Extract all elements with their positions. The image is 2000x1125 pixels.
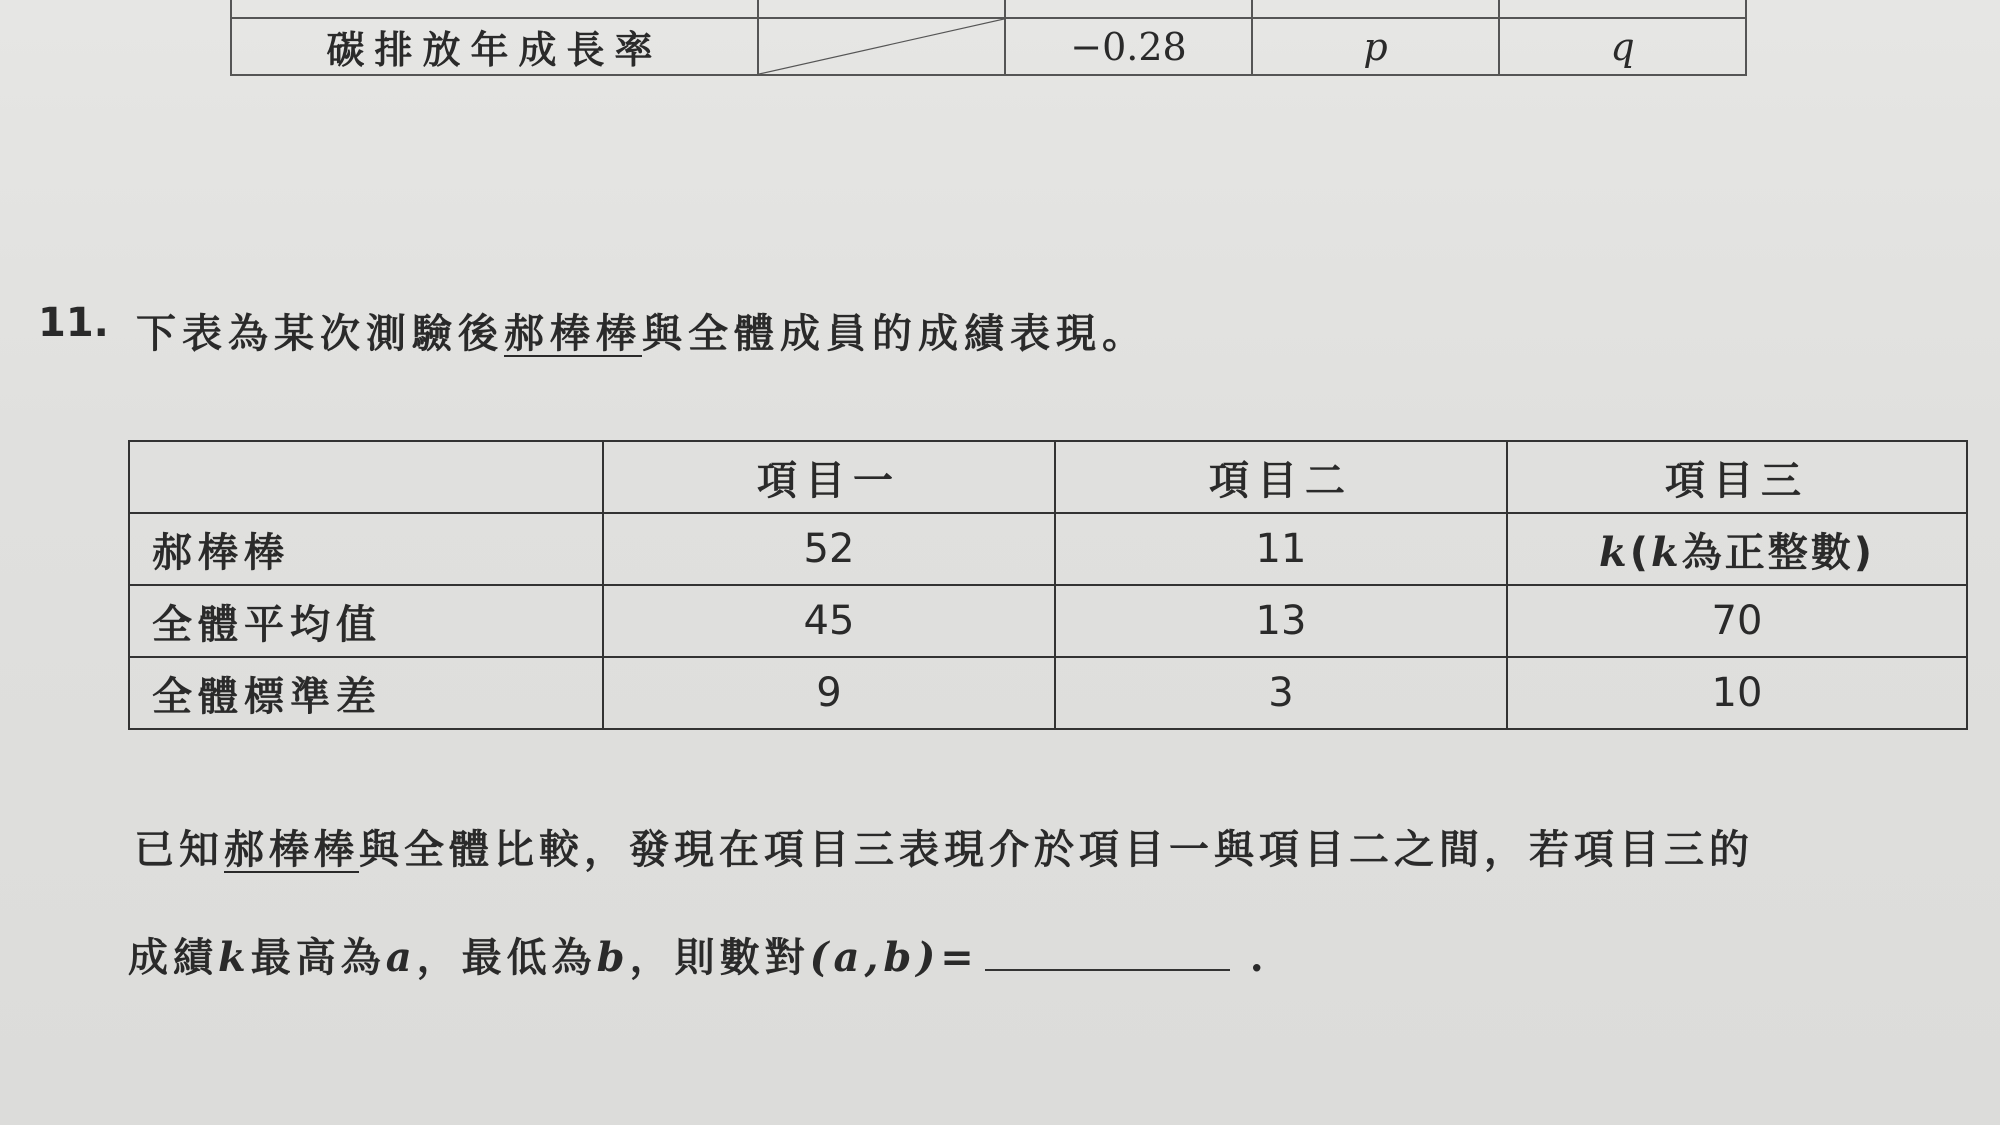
row-label: 全體標準差 xyxy=(129,657,603,729)
cell-value: 70 xyxy=(1507,585,1967,657)
question-text xyxy=(136,302,1148,359)
header-item-3: 項目三 xyxy=(1507,441,1967,513)
cell-k-definition xyxy=(1507,513,1967,585)
line2-b: 最高為 xyxy=(250,934,386,981)
carbon-value-q: q xyxy=(1499,18,1746,75)
problem-line-2 xyxy=(128,926,1269,983)
cell-value: 13 xyxy=(1055,585,1507,657)
k-variable: k xyxy=(1651,528,1682,576)
row-label: 郝棒棒 xyxy=(129,513,603,585)
header-item-2: 項目二 xyxy=(1055,441,1507,513)
line2-c: ，最低為 xyxy=(416,934,597,981)
diagonal-line xyxy=(759,19,1004,74)
k-description: 為正整數 xyxy=(1681,528,1854,576)
line1-start: 已知 xyxy=(134,826,224,873)
cell-value: 52 xyxy=(603,513,1055,585)
line2-d: ，則數對 xyxy=(629,934,810,981)
paren-close: ) xyxy=(1853,529,1875,576)
period: . xyxy=(1249,934,1269,981)
header-empty xyxy=(129,441,603,513)
var-k: k xyxy=(218,934,251,981)
var-b: b xyxy=(596,934,630,981)
table-row xyxy=(129,513,1967,585)
cell-value: 10 xyxy=(1507,657,1967,729)
question-text-before: 下表為某次測驗後 xyxy=(136,310,504,357)
cell-value: 9 xyxy=(603,657,1055,729)
header-item-1: 項目一 xyxy=(603,441,1055,513)
k-variable: k xyxy=(1599,528,1630,576)
score-table xyxy=(128,440,1968,730)
answer-blank[interactable] xyxy=(985,929,1230,971)
cell-value: 3 xyxy=(1055,657,1507,729)
cell-value: 45 xyxy=(603,585,1055,657)
question-text-after: 與全體成員的成績表現。 xyxy=(642,310,1148,357)
problem-line-1 xyxy=(134,818,1754,875)
carbon-value-p: p xyxy=(1252,18,1499,75)
table-row xyxy=(129,657,1967,729)
carbon-row-label: 碳排放年成長率 xyxy=(231,18,758,75)
var-a: a xyxy=(385,934,417,981)
pair-ab: (a,b) xyxy=(809,934,941,981)
question-number: 11. xyxy=(38,300,109,346)
table-header-row xyxy=(129,441,1967,513)
equals-sign: = xyxy=(940,934,979,981)
cell-value: 11 xyxy=(1055,513,1507,585)
line1-name: 郝棒棒 xyxy=(224,826,359,873)
line2-a: 成績 xyxy=(128,934,218,981)
question-name: 郝棒棒 xyxy=(504,310,642,357)
carbon-value-1: −0.28 xyxy=(1005,18,1252,75)
table-row xyxy=(129,585,1967,657)
carbon-table xyxy=(230,0,1747,76)
line1-rest: 與全體比較，發現在項目三表現介於項目一與項目二之間，若項目三的 xyxy=(359,826,1754,873)
row-label: 全體平均值 xyxy=(129,585,603,657)
paren-open: ( xyxy=(1629,529,1651,576)
diagonal-cell xyxy=(758,18,1005,75)
